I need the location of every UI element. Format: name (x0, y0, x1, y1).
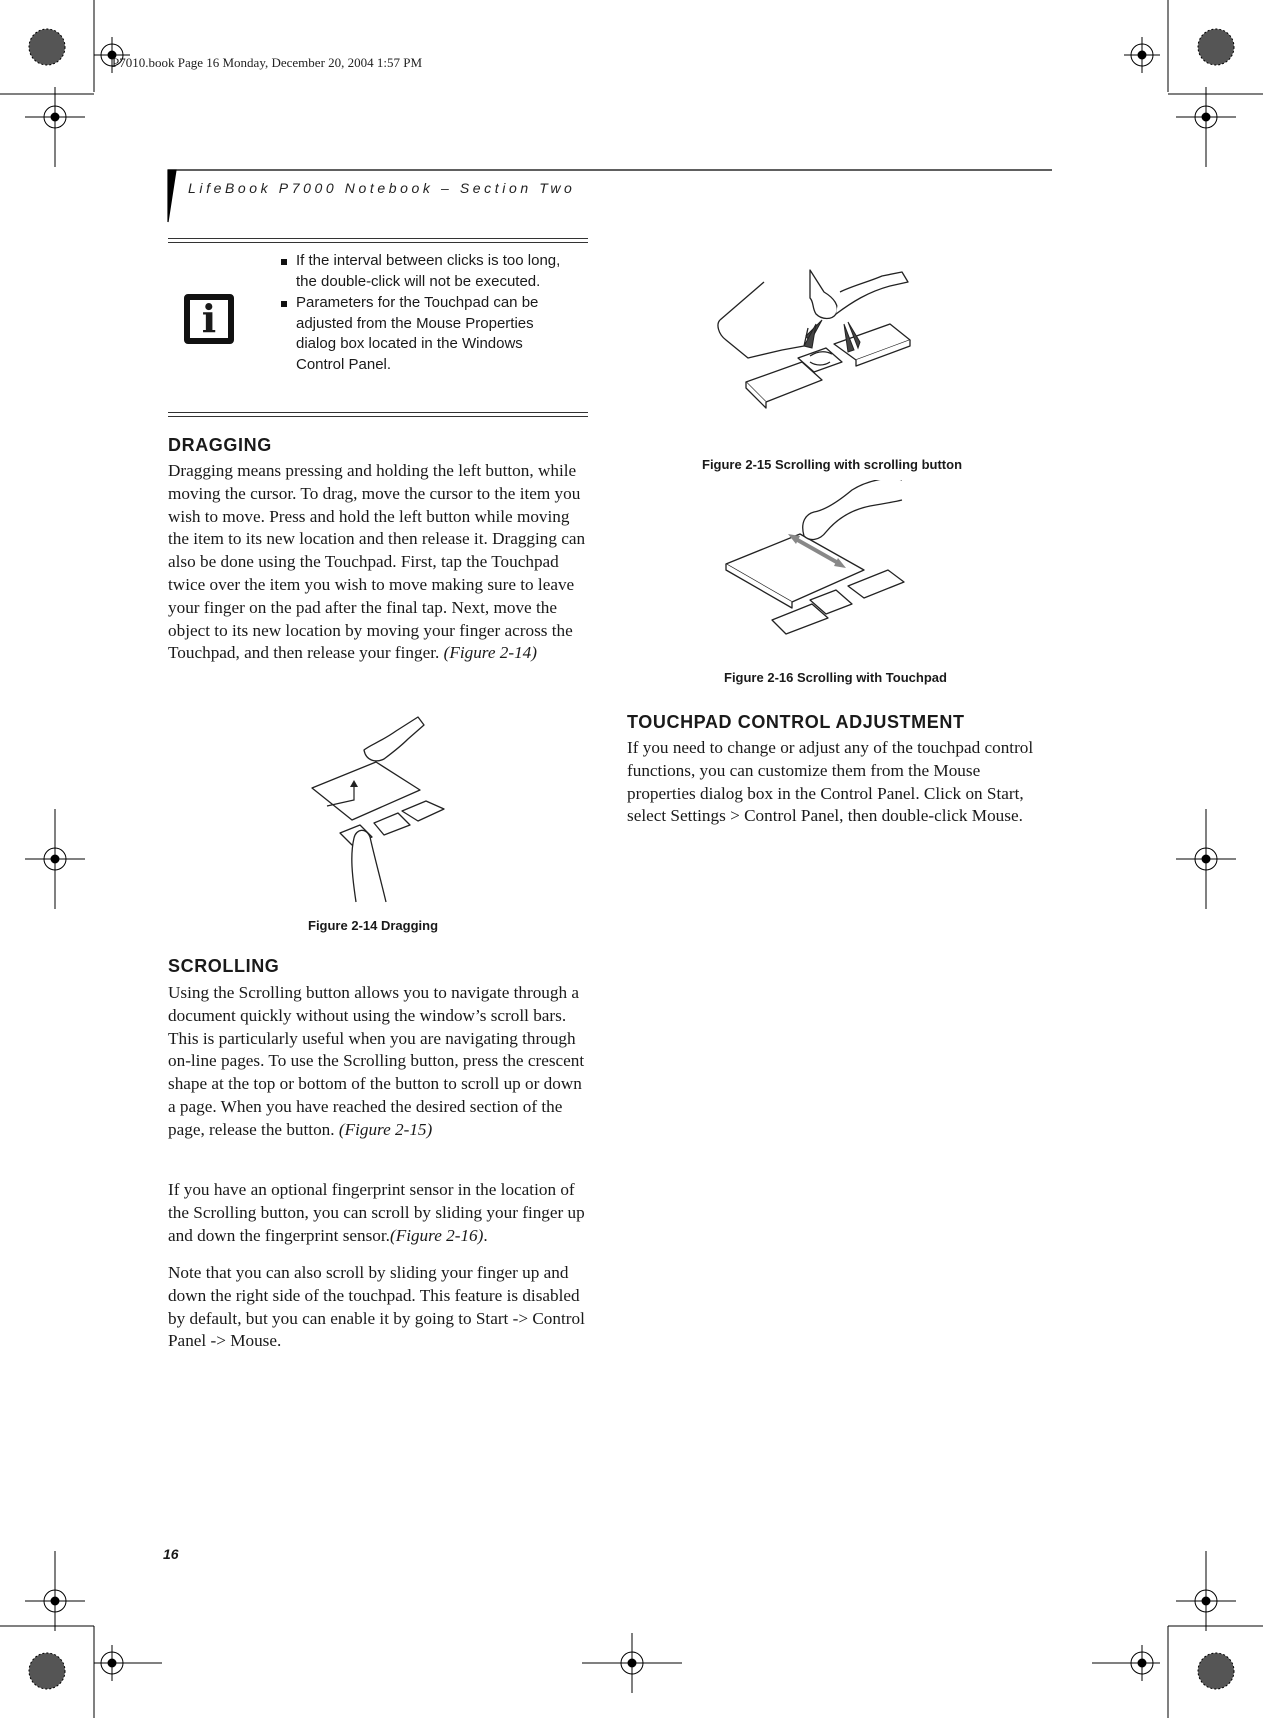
running-head: LifeBook P7000 Notebook – Section Two (188, 180, 576, 196)
note-top-rule-inner (168, 242, 588, 243)
figure-dragging-illustration (300, 705, 470, 910)
figure-ref: (Figure 2-16) (389, 1225, 484, 1245)
note-item: If the interval between clicks is too long, the double-click will not be executed. (280, 251, 570, 292)
scrolling-heading: SCROLLING (168, 956, 280, 976)
figure-2-15-caption: Figure 2-15 Scrolling with scrolling button (702, 457, 963, 472)
scrolling-paragraph-2 (168, 1179, 588, 1247)
figure-scrolling-touchpad-illustration (722, 480, 952, 650)
touchpad-adjustment-heading: TOUCHPAD CONTROL ADJUSTMENT (627, 712, 965, 732)
note-bottom-rule (168, 412, 588, 413)
note-item: Parameters for the Touchpad can be adjusted from the Mouse Properties dialog box located in the Windows Control Panel. (280, 293, 570, 375)
dragging-paragraph (168, 460, 588, 665)
figure-2-14-caption: Figure 2-14 Dragging (308, 918, 439, 933)
scrolling-body-2: If you have an optional fingerprint sensor in the location of the Scrolling button, you can scroll by sliding your finger up and down the fingerprint sensor. (168, 1180, 585, 1245)
dragging-heading: DRAGGING (168, 435, 272, 455)
scrolling-body-1: Using the Scrolling button allows you to navigate through a document quickly without using the window’s scroll bars. This is particularly useful when you are navigating through on-line pages. To use the Scrolling button, press the crescent shape at the top or bottom of the button to scroll up or down a page. When you have reached the desired section of the page, release the button. (168, 983, 585, 1139)
figure-2-16-caption: Figure 2-16 Scrolling with Touchpad (724, 670, 947, 685)
scrolling-paragraph-1 (168, 982, 588, 1142)
note-top-rule (168, 238, 588, 239)
scrolling-body-2-end: . (483, 1225, 488, 1245)
info-icon: i (184, 294, 234, 344)
note-bottom-rule-inner (168, 416, 588, 417)
note-list (280, 251, 570, 376)
dragging-body: Dragging means pressing and holding the left button, while moving the cursor. To drag, move the cursor to the item you wish to move. Press and hold the left button while moving the item to its new location and then release it. Dragging can also be done using the Touchpad. First, tap the Touchpad twice over the item you wish to move making sure to leave your finger on the pad after the final tap. Next, move the object to its new location by moving your finger across the Touchpad, and then release your finger. (168, 461, 586, 663)
figure-scrolling-button-illustration (712, 262, 952, 422)
page-number: 16 (163, 1546, 179, 1562)
print-slug: P7010.book Page 16 Monday, December 20, 2004 1:57 PM (112, 55, 423, 70)
touchpad-adjustment-paragraph: If you need to change or adjust any of the touchpad control functions, you can customize them from the Mouse properties dialog box in the Control Panel. Click on Start, select Settings > Control Panel, then double-click Mouse. (627, 738, 1034, 826)
scrolling-paragraph-3: Note that you can also scroll by sliding your finger up and down the right side of the touchpad. This feature is disabled by default, but you can enable it by going to Start -> Control Panel -> Mouse. (168, 1263, 585, 1351)
figure-ref: (Figure 2-14) (443, 643, 537, 663)
figure-ref: (Figure 2-15) (338, 1119, 433, 1139)
note-box (168, 238, 588, 418)
